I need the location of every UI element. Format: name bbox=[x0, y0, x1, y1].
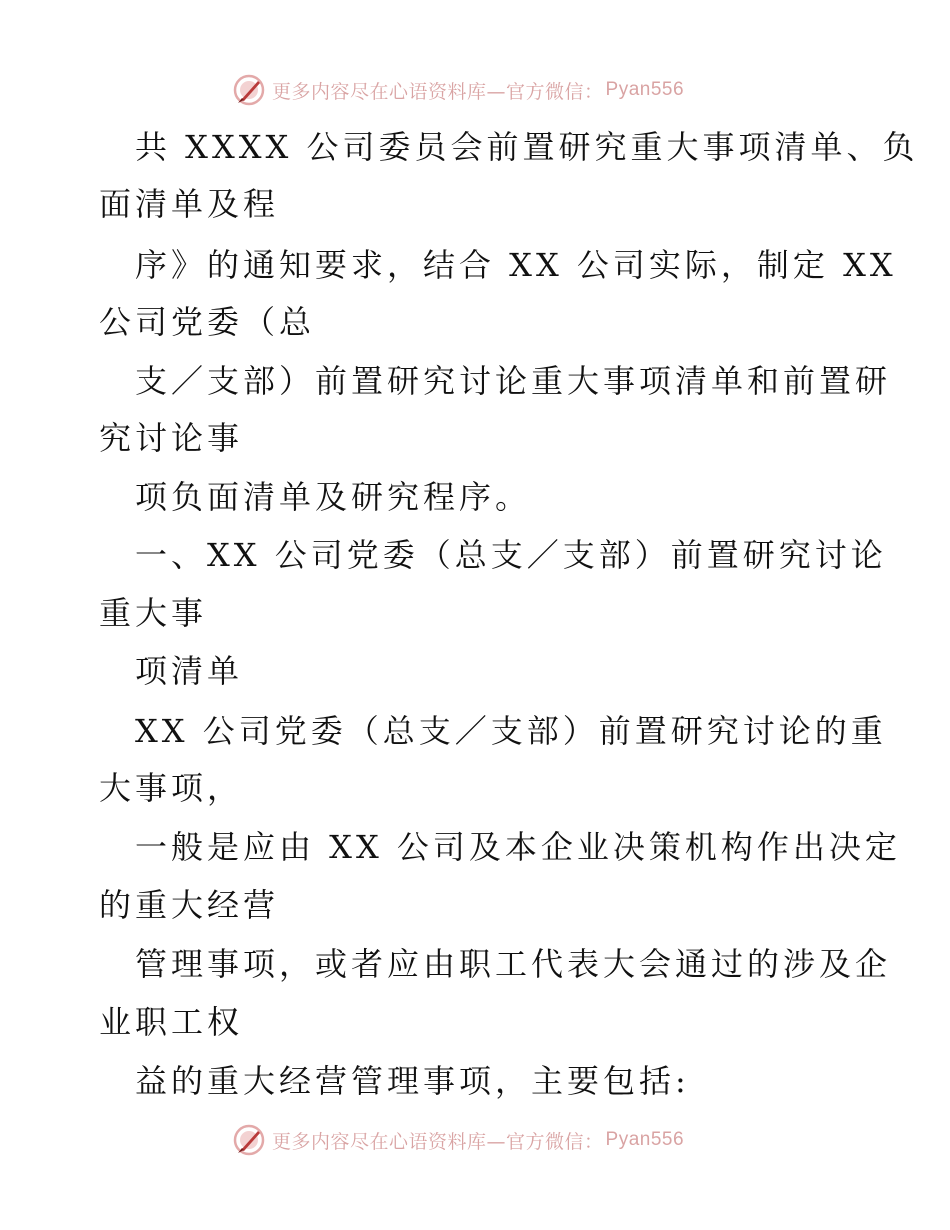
text-line-13: 一般是应由 XX 公司及本企业决策机构作出决定 bbox=[135, 828, 901, 866]
text-line-2: 面清单及程 bbox=[99, 185, 280, 223]
text-line-7: 项负面清单及研究程序。 bbox=[135, 478, 532, 516]
watermark-wechat-id: Pyan556 bbox=[605, 1129, 685, 1150]
text-line-14: 的重大经营 bbox=[99, 886, 280, 924]
text-line-3: 序》的通知要求，结合 XX 公司实际，制定 XX bbox=[135, 246, 897, 284]
text-line-9: 重大事 bbox=[99, 594, 208, 632]
text-line-10: 项清单 bbox=[135, 652, 244, 690]
header-watermark bbox=[232, 72, 732, 108]
text-line-8: 一、XX 公司党委（总支／支部）前置研究讨论 bbox=[135, 536, 887, 574]
text-line-11: XX 公司党委（总支／支部）前置研究讨论的重 bbox=[135, 712, 887, 750]
text-line-1: 共 XXXX 公司委员会前置研究重大事项清单、负 bbox=[135, 128, 919, 166]
watermark-text: 更多内容尽在心语资料库—官方微信： bbox=[272, 1130, 604, 1153]
watermark-text: 更多内容尽在心语资料库—官方微信： bbox=[272, 80, 604, 103]
watermark-wechat-id: Pyan556 bbox=[605, 79, 685, 100]
text-line-15: 管理事项，或者应由职工代表大会通过的涉及企 bbox=[135, 945, 892, 983]
text-line-4: 公司党委（总 bbox=[99, 303, 316, 341]
text-line-5: 支／支部）前置研究讨论重大事项清单和前置研 bbox=[135, 362, 892, 400]
text-line-16: 业职工权 bbox=[99, 1003, 244, 1041]
text-line-6: 究讨论事 bbox=[99, 419, 244, 457]
footer-watermark bbox=[232, 1122, 732, 1158]
text-line-12: 大事项， bbox=[99, 769, 244, 807]
quill-logo-icon bbox=[232, 73, 266, 107]
quill-logo-icon bbox=[232, 1123, 266, 1157]
text-line-17: 益的重大经营管理事项，主要包括: bbox=[135, 1062, 690, 1100]
